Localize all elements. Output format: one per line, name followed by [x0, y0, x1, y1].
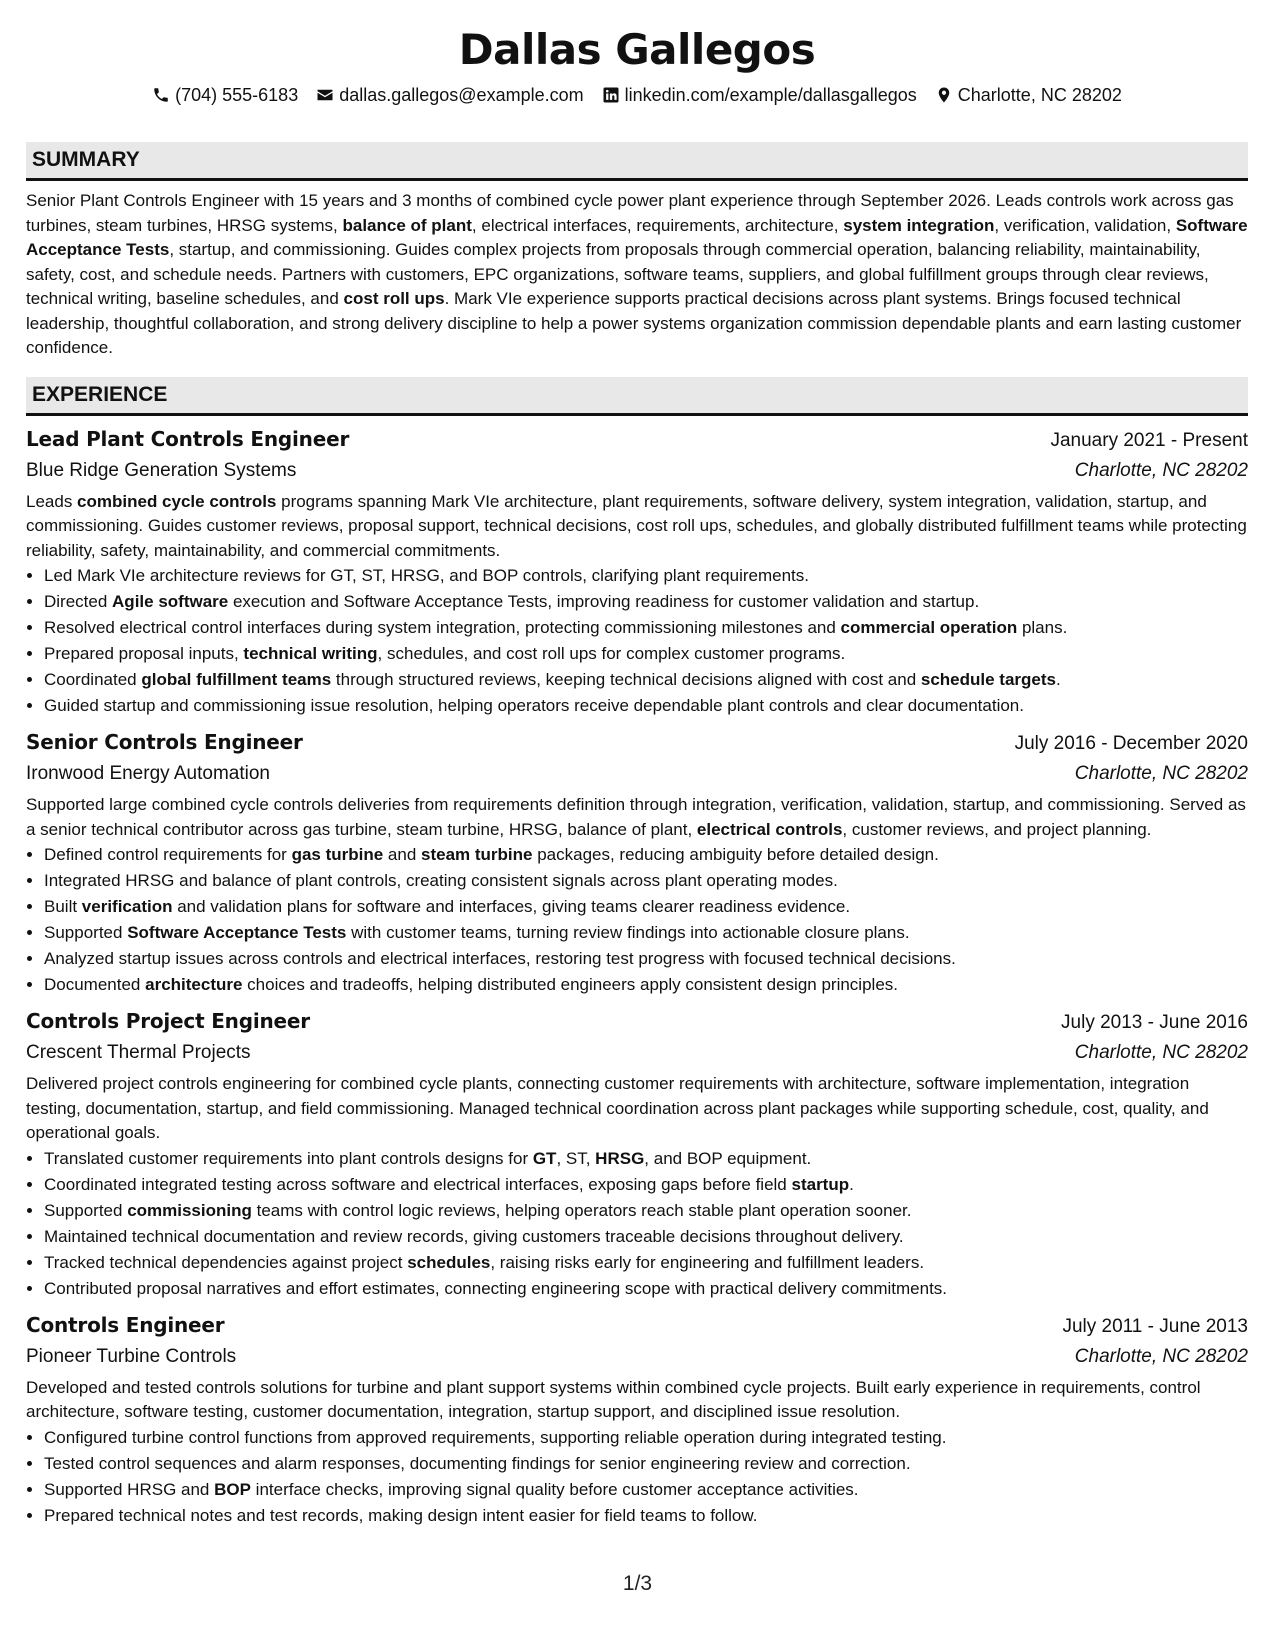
- job-title: Controls Engineer: [26, 1312, 225, 1337]
- job-description: Developed and tested controls solutions for turbine and plant support systems within combined cycle projects. Built early experience in requirements, control architecture, software testing, customer documentation, integration, startup support, and disciplined issue resolution.: [26, 1377, 1201, 1421]
- bold-phrase: commissioning: [127, 1200, 252, 1220]
- job-bullets: [26, 842, 1248, 998]
- bullet-item: • Maintained technical documentation and review records, giving customers traceable decisions throughout delivery.: [44, 1224, 1248, 1250]
- bold-phrase: gas turbine: [291, 845, 384, 864]
- bullet-item: • Translated customer requirements into plant controls designs for GT, ST, HRSG, and BOP equipment.: [44, 1146, 1248, 1172]
- job-company: Ironwood Energy Automation: [26, 763, 270, 784]
- job-location: Charlotte, NC 28202: [1074, 1345, 1248, 1367]
- job-title-row: [26, 424, 1248, 456]
- contact-email[interactable]: [316, 82, 583, 108]
- bold-phrase: global fulfillment teams: [141, 670, 332, 689]
- bullet-item: • Coordinated integrated testing across software and electrical interfaces, exposing gaps before field startup.: [44, 1172, 1248, 1198]
- bullet-item: • Directed Agile software execution and Software Acceptance Tests, improving readiness for customer validation and startup.: [44, 589, 1248, 615]
- job-company-row: [26, 759, 1248, 789]
- bullet-item: • Configured turbine control functions from approved requirements, supporting reliable operation during integrated testing.: [44, 1425, 1248, 1451]
- contact-linkedin[interactable]: [602, 82, 917, 108]
- contact-phone[interactable]: [152, 82, 298, 108]
- bullet-item: • Tested control sequences and alarm responses, documenting findings for senior engineering review and correction.: [44, 1451, 1248, 1477]
- bold-phrase: steam turbine: [421, 845, 533, 864]
- job-bullets: [26, 1146, 1248, 1302]
- bullet-item: • Analyzed startup issues across controls and electrical interfaces, restoring test progress with focused technical decisions.: [44, 946, 1248, 972]
- bold-phrase: schedules: [407, 1252, 491, 1272]
- job-list: [26, 424, 1248, 1529]
- job-title-row: [26, 727, 1248, 759]
- bullet-item: • Led Mark VIe architecture reviews for GT, ST, HRSG, and BOP controls, clarifying plant requirements.: [44, 563, 1248, 589]
- job-dates: January 2021 - Present: [1050, 429, 1248, 451]
- bold-phrase: BOP: [214, 1479, 251, 1499]
- bullet-item: • Supported commissioning teams with control logic reviews, helping operators reach stable plant operation sooner.: [44, 1198, 1248, 1224]
- job-entry: [26, 1006, 1248, 1302]
- section-heading-summary: SUMMARY: [26, 142, 1248, 181]
- job-company-row: [26, 1342, 1248, 1372]
- bold-phrase: architecture: [145, 975, 243, 994]
- bold-phrase: electrical controls: [696, 819, 843, 839]
- phone-text: (704) 555-6183: [175, 85, 299, 105]
- bold-phrase: Agile software: [112, 592, 229, 611]
- page-number: 1/3: [622, 1572, 653, 1595]
- bold-phrase: system integration: [843, 215, 995, 235]
- job-description: Delivered project controls engineering for combined cycle plants, connecting customer requirements with architecture, software implementation, integration testing, documentation, startup, and field commissioning. Managed technical coordination across plant packages while supporting schedule, cost, quality, and operational goals.: [26, 1074, 1209, 1142]
- bullet-item: • Documented architecture choices and tradeoffs, helping distributed engineers apply consistent design principles.: [44, 972, 1248, 998]
- linkedin-text: linkedin.com/example/dallasgallegos: [624, 85, 917, 105]
- bullet-item: • Contributed proposal narratives and effort estimates, connecting engineering scope with practical delivery commitments.: [44, 1276, 1248, 1302]
- contact-bar: [26, 82, 1248, 108]
- bullet-item: • Defined control requirements for gas turbine and steam turbine packages, reducing ambiguity before detailed design.: [44, 842, 1248, 868]
- job-title: Controls Project Engineer: [26, 1009, 310, 1033]
- bold-phrase: Software Acceptance Tests: [127, 923, 347, 942]
- linkedin-icon: [602, 86, 620, 104]
- experience-section: [26, 377, 1248, 1529]
- bold-phrase: balance of plant: [342, 215, 472, 235]
- bold-phrase: cost roll ups: [343, 289, 445, 308]
- job-description: Leads combined cycle controls programs spanning Mark VIe architecture, plant requirements, software delivery, system integration, validation, startup, and commissioning. Guides customer reviews, proposal support, technical decisions, cost roll ups, schedules, and globally distributed fulfillment teams while protecting reliability, safety, maintainability, and commercial commitments.: [26, 491, 1247, 560]
- job-entry: [26, 424, 1248, 720]
- bold-phrase: HRSG: [595, 1148, 645, 1168]
- job-dates: July 2016 - December 2020: [1014, 733, 1248, 754]
- bullet-item: • Integrated HRSG and balance of plant controls, creating consistent signals across plant operating modes.: [44, 868, 1248, 894]
- bold-phrase: schedule targets: [920, 670, 1056, 689]
- job-location: Charlotte, NC 28202: [1074, 1042, 1248, 1063]
- bullet-item: • Resolved electrical control interfaces during system integration, protecting commissioning milestones and commercial operation plans.: [44, 615, 1248, 641]
- bullet-item: • Guided startup and commissioning issue resolution, helping operators receive dependable plant controls and clear documentation.: [44, 693, 1248, 719]
- section-heading-experience: EXPERIENCE: [26, 377, 1248, 416]
- bullet-item: • Prepared proposal inputs, technical writing, schedules, and cost roll ups for complex customer programs.: [44, 641, 1248, 667]
- bullet-item: • Supported Software Acceptance Tests with customer teams, turning review findings into actionable closure plans.: [44, 920, 1248, 946]
- candidate-name: Dallas Gallegos: [458, 25, 816, 74]
- job-company-row: [26, 456, 1248, 486]
- bold-phrase: startup: [791, 1174, 850, 1194]
- summary-section: [26, 142, 1248, 361]
- bold-phrase: Software Acceptance Tests: [26, 215, 1248, 259]
- job-location: Charlotte, NC 28202: [1074, 763, 1248, 784]
- contact-location: [935, 82, 1122, 108]
- location-text: Charlotte, NC 28202: [957, 85, 1122, 105]
- bullet-item: • Coordinated global fulfillment teams through structured reviews, keeping technical decisions aligned with cost and schedule targets.: [44, 667, 1248, 693]
- job-bullets: [26, 1425, 1248, 1529]
- bold-phrase: combined cycle controls: [77, 491, 277, 511]
- bold-phrase: GT: [532, 1148, 557, 1168]
- bullet-item: • Built verification and validation plans for software and interfaces, giving teams clearer readiness evidence.: [44, 894, 1248, 920]
- bullet-item: • Tracked technical dependencies against project schedules, raising risks early for engineering and fulfillment leaders.: [44, 1250, 1248, 1276]
- job-title-row: [26, 1310, 1248, 1342]
- job-dates: July 2011 - June 2013: [1062, 1315, 1248, 1337]
- job-company: Pioneer Turbine Controls: [26, 1345, 237, 1367]
- job-company-row: [26, 1038, 1248, 1068]
- email-text: dallas.gallegos@example.com: [339, 85, 584, 105]
- bold-phrase: commercial operation: [840, 618, 1018, 637]
- job-description: Supported large combined cycle controls deliveries from requirements definition through integration, verification, validation, startup, and commissioning. Served as a senior technical contributor across gas turbine, steam turbine, HRSG, balance of plant, electrical controls, customer reviews, and project planning.: [26, 795, 1246, 839]
- job-company: Crescent Thermal Projects: [26, 1042, 251, 1063]
- bold-phrase: verification: [81, 897, 173, 916]
- job-bullets: [26, 563, 1248, 719]
- bold-phrase: technical writing: [243, 644, 378, 663]
- summary-text: Senior Plant Controls Engineer with 15 years and 3 months of combined cycle power plant experience through September 2026. Leads controls work across gas turbines, steam turbines, HRSG systems, balance of plant, electrical interfaces, requirements, architecture, system integration, verification, validation, Software Acceptance Tests, startup, and commissioning. Guides complex projects from proposals through commercial operation, balancing reliability, maintainability, safety, cost, and schedule needs. Partners with customers, EPC organizations, software teams, suppliers, and global fulfillment groups through clear reviews, technical writing, baseline schedules, and cost roll ups. Mark VIe experience supports practical decisions across plant systems. Brings focused technical leadership, thoughtful collaboration, and strong delivery discipline to help a power systems organization commission dependable plants and earn lasting customer confidence.: [26, 191, 1248, 357]
- job-entry: [26, 727, 1248, 998]
- job-dates: July 2013 - June 2016: [1061, 1012, 1248, 1033]
- phone-icon: [152, 86, 170, 104]
- bullet-item: • Supported HRSG and BOP interface checks, improving signal quality before customer acceptance activities.: [44, 1477, 1248, 1503]
- job-title: Lead Plant Controls Engineer: [26, 426, 350, 451]
- job-title-row: [26, 1006, 1248, 1038]
- job-location: Charlotte, NC 28202: [1074, 459, 1248, 481]
- job-company: Blue Ridge Generation Systems: [26, 459, 297, 481]
- map-pin-icon: [935, 86, 953, 104]
- resume-page: [26, 0, 1248, 1529]
- envelope-icon: [316, 86, 334, 104]
- bullet-item: • Prepared technical notes and test records, making design intent easier for field teams to follow.: [44, 1503, 1248, 1529]
- job-entry: [26, 1310, 1248, 1529]
- job-title: Senior Controls Engineer: [26, 730, 303, 754]
